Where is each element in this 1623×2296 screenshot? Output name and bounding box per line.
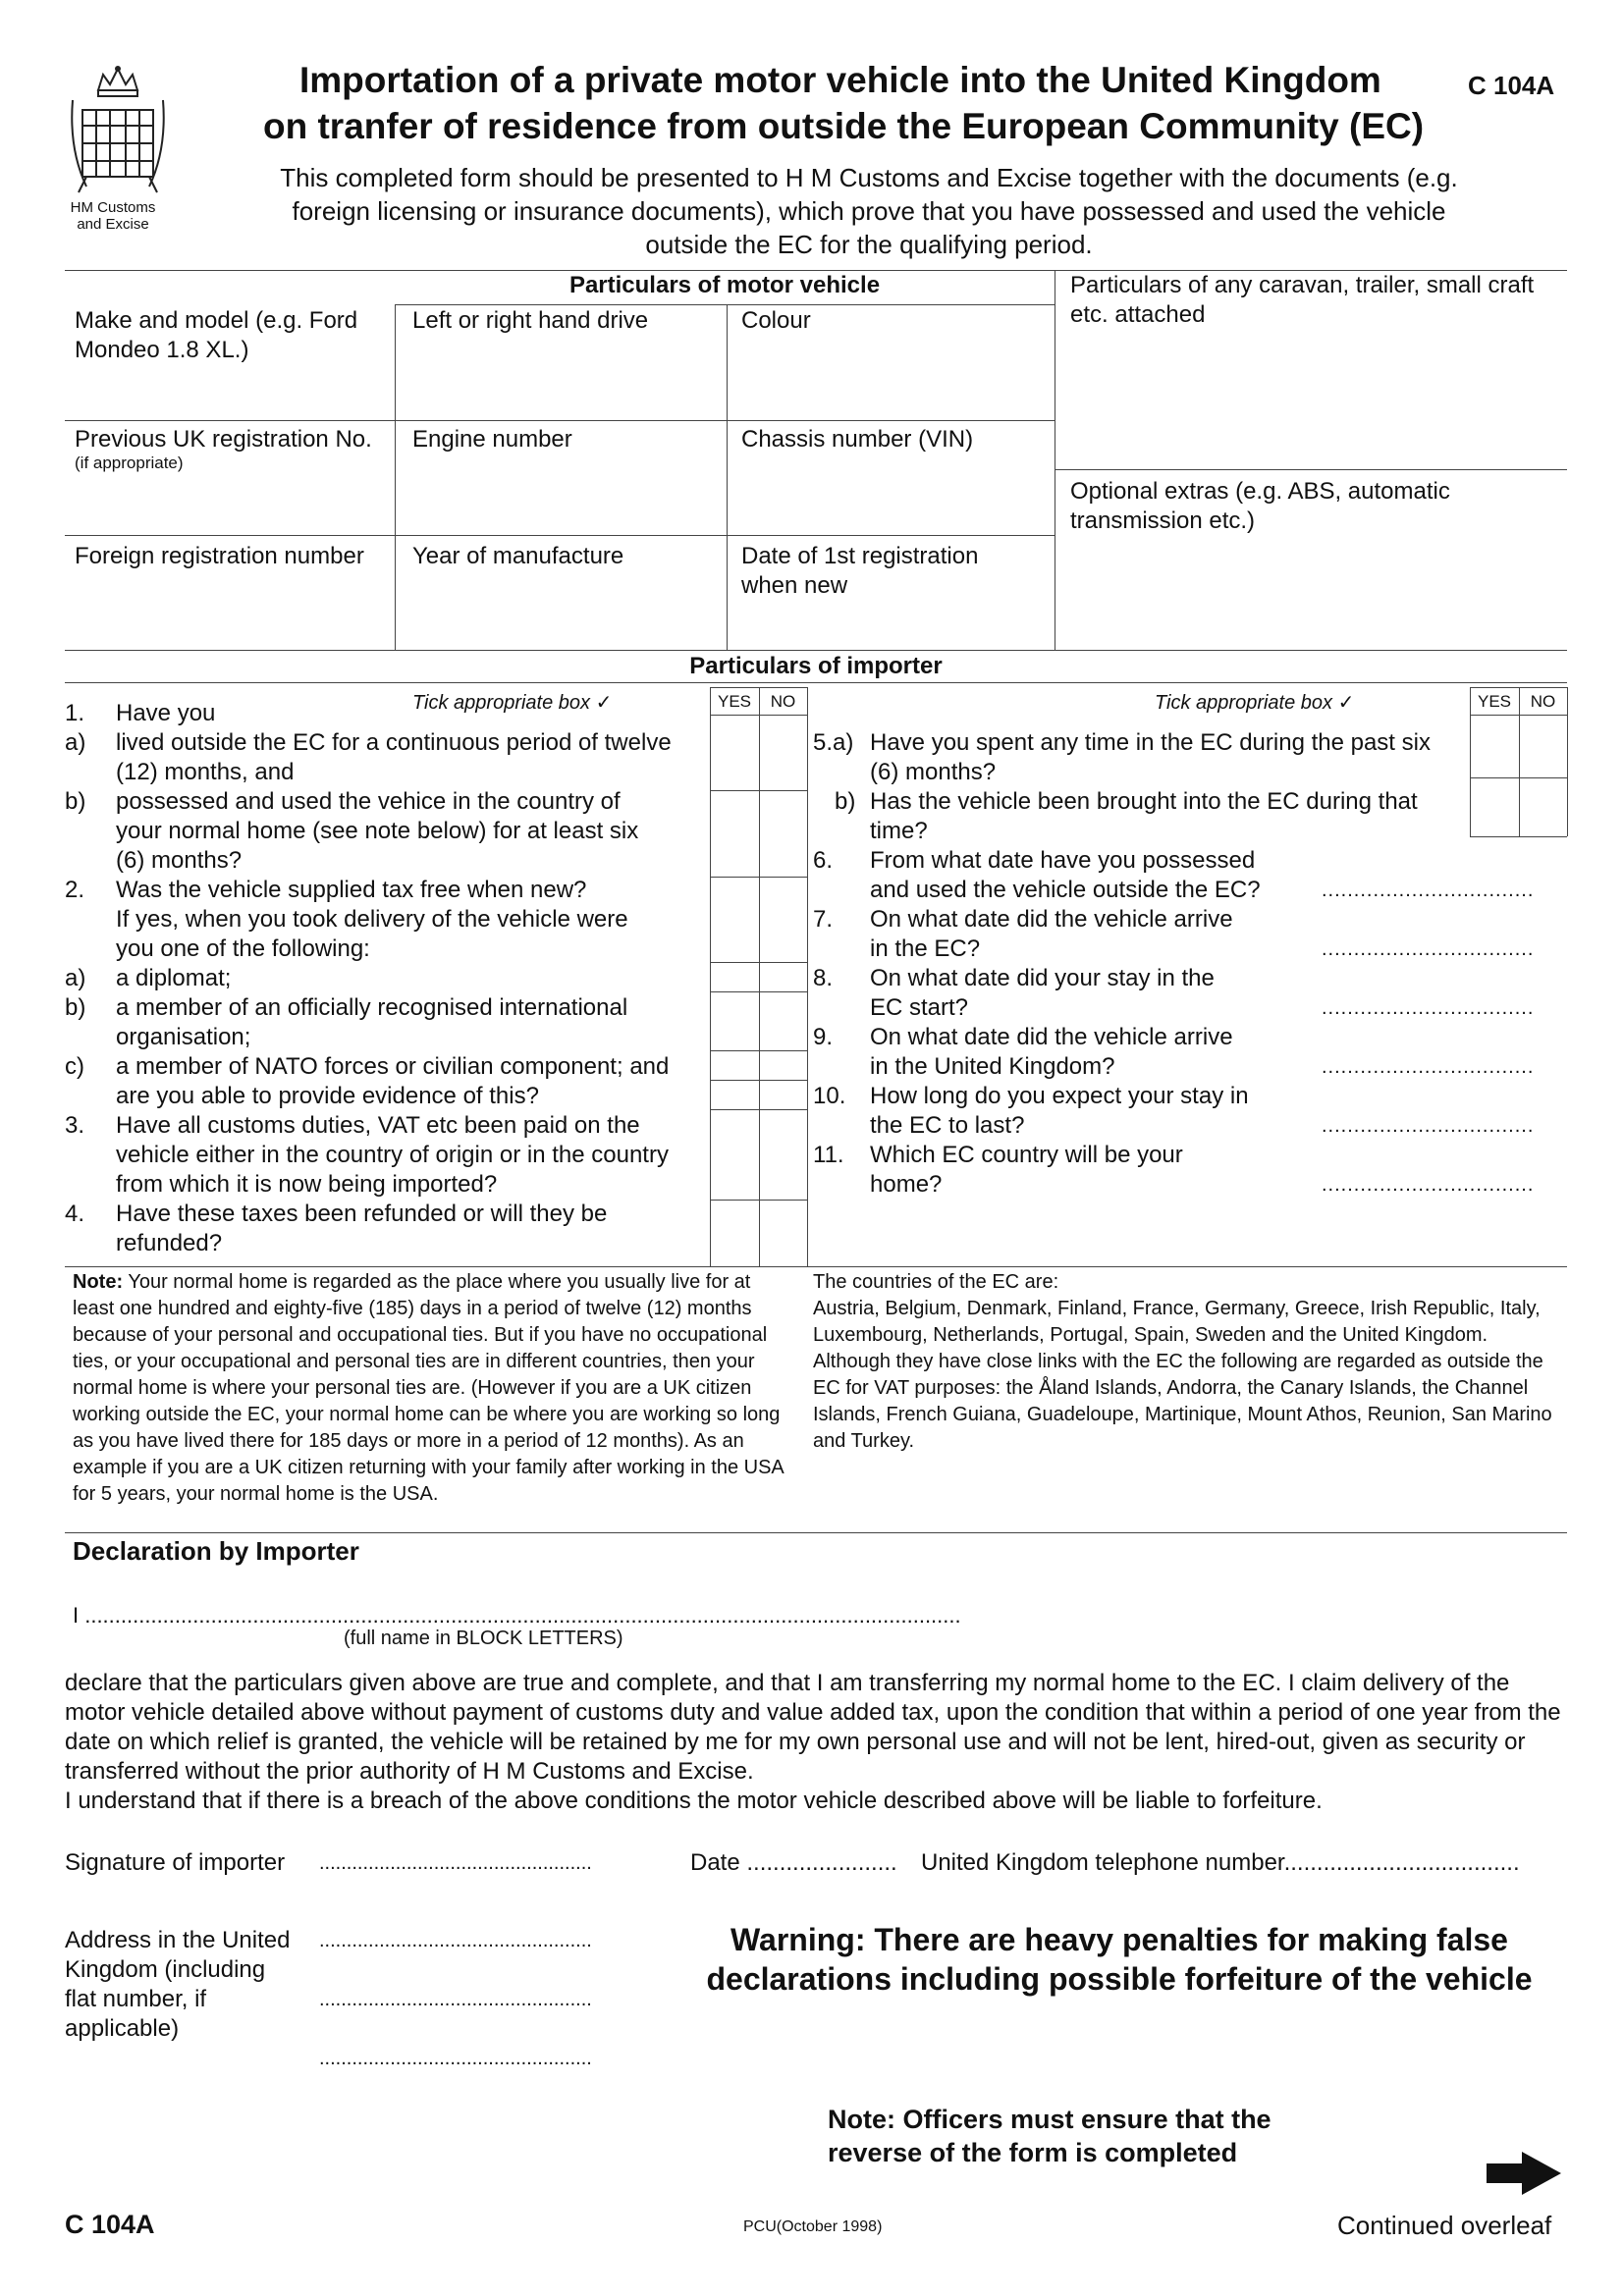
- form-code: C 104A: [1468, 71, 1555, 100]
- ec-countries-note: The countries of the EC are: Austria, Belgium, Denmark, Finland, France, Germany, Greece, Irish Republic, Italy, Luxembourg, Netherlands, Portugal, Spain, Sweden and the United Kingdom. Although they have close links with the EC the following are regarded as outside the EC for VAT purposes: the Åland Islands, Andorra, the Canary Islands, the Channel Islands, French Guiana, Guadeloupe, Martinique, Mount Athos, Reunion, San Marino and Turkey.: [813, 1271, 1552, 1452]
- importer-heading: Particulars of importer: [689, 653, 943, 679]
- declaration-heading: Declaration by Importer: [73, 1536, 359, 1566]
- q2-no-checkbox[interactable]: [760, 879, 807, 961]
- declaration-text: declare that the particulars given above are true and complete, and that I am transferring my normal home to the EC. I claim delivery of the motor vehicle detailed above without payment of customs duty and value added tax, upon the condition that within a period of one year from the date on which relief is granted, the vehicle will be retained by me for my own personal use and will not be lent, hired-out, given as security or transferred without the prior authority of H M Customs and Excise. I understand that if there is a breach of the above conditions the motor vehicle described above will be liable to forfeiture.: [65, 1670, 1561, 1814]
- full-name-hint: (full name in BLOCK LETTERS): [344, 1628, 623, 1649]
- phone-field[interactable]: United Kingdom telephone number....................................: [921, 1849, 1520, 1876]
- intro-text: This completed form should be presented to H M Customs and Excise together with the documents (e.g. foreign licensing or insurance documents), which prove that you have possessed and used the vehicle outside the EC for the qualifying period.: [280, 163, 1458, 259]
- footer-pcu: PCU(October 1998): [743, 2218, 883, 2235]
- field-foreign-reg[interactable]: Foreign registration number: [75, 543, 364, 569]
- crown-portcullis-icon: [59, 61, 177, 198]
- field-chassis[interactable]: Chassis number (VIN): [741, 426, 974, 453]
- q5a-no-checkbox[interactable]: [1520, 717, 1567, 776]
- field-first-reg[interactable]: Date of 1st registration when new: [741, 543, 979, 599]
- signature-label: Signature of importer: [65, 1849, 286, 1876]
- q5b-yes-checkbox[interactable]: [1471, 779, 1518, 835]
- yes-header-left: YES: [717, 692, 752, 711]
- field-prev-reg-note: (if appropriate): [75, 454, 184, 472]
- field-extras[interactable]: Optional extras (e.g. ABS, automatic transmission etc.): [1070, 478, 1450, 534]
- q3-no-checkbox[interactable]: [760, 1111, 807, 1198]
- no-header-right: NO: [1530, 692, 1556, 711]
- q1a-yes-checkbox[interactable]: [711, 717, 758, 789]
- address-field-2[interactable]: ..................................................: [319, 1989, 592, 2010]
- q2-yes-checkbox[interactable]: [711, 879, 758, 961]
- q1a-no-checkbox[interactable]: [760, 717, 807, 789]
- hm-customs-logo: [59, 61, 177, 233]
- field-engine[interactable]: Engine number: [412, 426, 572, 453]
- field-prev-reg[interactable]: Previous UK registration No.: [75, 426, 372, 453]
- vehicle-heading: Particulars of motor vehicle: [568, 272, 881, 298]
- address-field-1[interactable]: ..................................................: [319, 1930, 592, 1951]
- footer-form-code: C 104A: [65, 2210, 155, 2239]
- tick-label-left: Tick appropriate box ✓: [412, 692, 613, 714]
- field-make-model[interactable]: Make and model (e.g. Ford Mondeo 1.8 XL.): [75, 307, 358, 363]
- checkmark-icon: ✓: [1337, 692, 1355, 714]
- date-field[interactable]: Date .......................: [690, 1849, 897, 1876]
- signature-field[interactable]: ..................................................: [319, 1852, 592, 1874]
- field-drive[interactable]: Left or right hand drive: [412, 307, 649, 334]
- tick-label-right: Tick appropriate box ✓: [1155, 692, 1355, 714]
- field-year[interactable]: Year of manufacture: [412, 543, 624, 569]
- field-colour[interactable]: Colour: [741, 307, 811, 334]
- checkmark-icon: ✓: [595, 692, 613, 714]
- q4-no-checkbox[interactable]: [760, 1201, 807, 1264]
- q5a-yes-checkbox[interactable]: [1471, 717, 1518, 776]
- page-title-line2: on tranfer of residence from outside the European Community (EC): [263, 106, 1425, 146]
- logo-text: HM Customs and Excise: [70, 199, 156, 233]
- full-name-line[interactable]: I ..................................................................................................................................................: [73, 1603, 961, 1628]
- officer-note: Note: Officers must ensure that the reverse of the form is completed: [828, 2105, 1271, 2167]
- arrow-right-icon: [1485, 2148, 1563, 2199]
- field-caravan[interactable]: Particulars of any caravan, trailer, small craft etc. attached: [1070, 272, 1535, 328]
- q5b-no-checkbox[interactable]: [1520, 779, 1567, 835]
- q1b-no-checkbox[interactable]: [760, 792, 807, 876]
- address-field-3[interactable]: ..................................................: [319, 2048, 592, 2069]
- footer-continued: Continued overleaf: [1337, 2211, 1552, 2240]
- address-label: Address in the United Kingdom (including flat number, if applicable): [65, 1927, 291, 2042]
- q4-yes-checkbox[interactable]: [711, 1201, 758, 1264]
- normal-home-note: Note: Your normal home is regarded as the place where you usually live for at least one hundred and eighty-five (185) days in a period of twelve (12) months because of your personal and occupational ties. But if you have no occupational ties, or your occupational and personal ties are in different countries, then your normal home is where your personal ties are. (However if you are a UK citizen working outside the EC, your normal home can be where you are working so long as you have lived there for 185 days or more in a period of 12 months). As an example if you are a UK citizen returning with your family after working in the USA for 5 years, your normal home is the USA.: [73, 1271, 784, 1505]
- yes-header-right: YES: [1477, 692, 1512, 711]
- q3-yes-checkbox[interactable]: [711, 1111, 758, 1198]
- page-title-line1: Importation of a private motor vehicle into the United Kingdom: [299, 60, 1381, 100]
- q1b-yes-checkbox[interactable]: [711, 792, 758, 876]
- no-header-left: NO: [770, 692, 796, 711]
- warning-text: Warning: There are heavy penalties for making false declarations including possible forfeiture of the vehicle: [706, 1922, 1533, 1997]
